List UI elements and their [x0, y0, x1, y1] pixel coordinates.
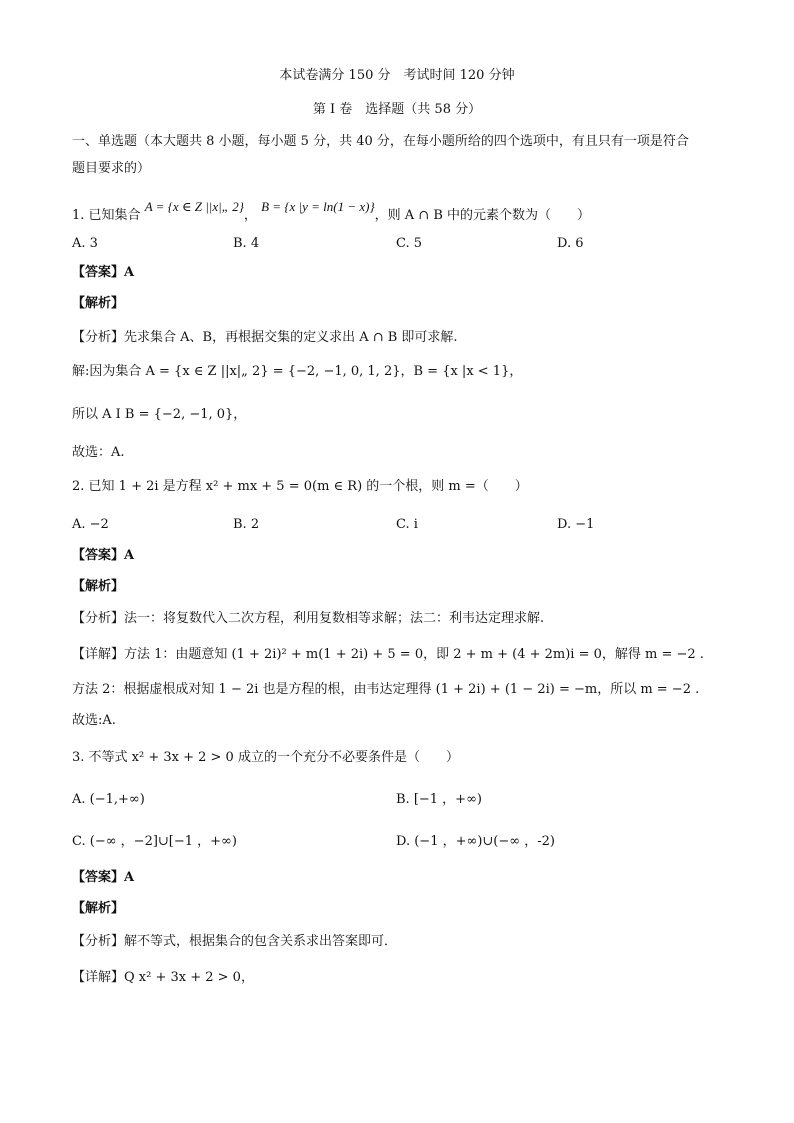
q2-fenxi: 【分析】法一：将复数代入二次方程，利用复数相等求解；法二：利韦达定理求解. [72, 611, 545, 626]
q2-detail: 【详解】方法 1：由题意知 (1 + 2i)² + m(1 + 2i) + 5 = 0，即 2 + m + (4 + 2m)i = 0，解得 m = −2 . [72, 647, 704, 662]
q1-answer: 【答案】A [72, 265, 135, 280]
q3-option-c: C. (−∞ ，−2]∪[−1 ，+∞) [72, 834, 237, 849]
q3-option-b: B. [−1 ，+∞) [396, 792, 482, 807]
q1-option-a: A. 3 [72, 236, 98, 251]
q1-stem-prefix: 1. 已知集合 [72, 208, 141, 223]
q3-detail: 【详解】Q x² + 3x + 2 > 0， [72, 970, 254, 985]
exam-info-line: 本试卷满分 150 分 考试时间 120 分钟 [279, 68, 515, 83]
section-title: 第 I 卷 选择题（共 58 分） [312, 102, 482, 117]
q3-option-a: A. (−1,+∞) [72, 792, 145, 807]
q3-answer: 【答案】A [72, 870, 135, 885]
q3-stem: 3. 不等式 x² + 3x + 2 > 0 成立的一个充分不必要条件是（ ） [72, 750, 459, 765]
q1-stem [72, 199, 591, 226]
q1-fenxi: 【分析】先求集合 A、B，再根据交集的定义求出 A ∩ B 即可求解. [72, 330, 458, 345]
q1-analysis-label: 【解析】 [72, 296, 125, 311]
q3-option-d: D. (−1 ，+∞)∪(−∞ ，-2) [396, 834, 555, 849]
section-heading-line2: 题目要求的） [72, 161, 151, 176]
q3-fenxi: 【分析】解不等式，根据集合的包含关系求出答案即可． [72, 934, 398, 949]
q1-option-d: D. 6 [557, 236, 584, 251]
q1-set-b: B = {x |y = ln(1 − x)} [261, 199, 375, 214]
q2-option-c: C. i [396, 517, 418, 532]
q1-set-a: A = {x ∈ Z ||x|„ 2} [144, 199, 244, 214]
q2-answer: 【答案】A [72, 548, 135, 563]
q2-option-a: A. −2 [72, 517, 109, 532]
q1-conclusion: 故选：A. [72, 445, 125, 460]
q1-detail: 解:因为集合 A = {x ∈ Z ||x|„ 2} = {−2, −1, 0, 1, 2}，B = {x |x < 1}， [72, 364, 523, 379]
section-heading-line1: 一、单选题（本大题共 8 小题，每小题 5 分，共 40 分，在每小题所给的四个选项中，有且只有一项是符合 [72, 134, 689, 149]
q2-stem: 2. 已知 1 + 2i 是方程 x² + mx + 5 = 0(m ∈ R) 的一个根，则 m =（ ） [72, 479, 528, 494]
q1-option-b: B. 4 [233, 236, 260, 251]
q1-detail-line2: 所以 A I B = {−2, −1, 0}， [72, 407, 247, 422]
q3-analysis-label: 【解析】 [72, 901, 125, 916]
q1-comma: ， [243, 208, 257, 223]
q2-conclusion: 故选:A. [72, 713, 116, 728]
q2-option-d: D. −1 [557, 517, 595, 532]
q2-option-b: B. 2 [233, 517, 260, 532]
q1-stem-suffix: ，则 A ∩ B 中的元素个数为（ ） [374, 208, 591, 223]
q2-analysis-label: 【解析】 [72, 579, 125, 594]
q1-option-c: C. 5 [396, 236, 423, 251]
q2-method2: 方法 2：根据虚根成对知 1 − 2i 也是方程的根，由韦达定理得 (1 + 2i) + (1 − 2i) = −m，所以 m = −2 . [72, 682, 700, 697]
